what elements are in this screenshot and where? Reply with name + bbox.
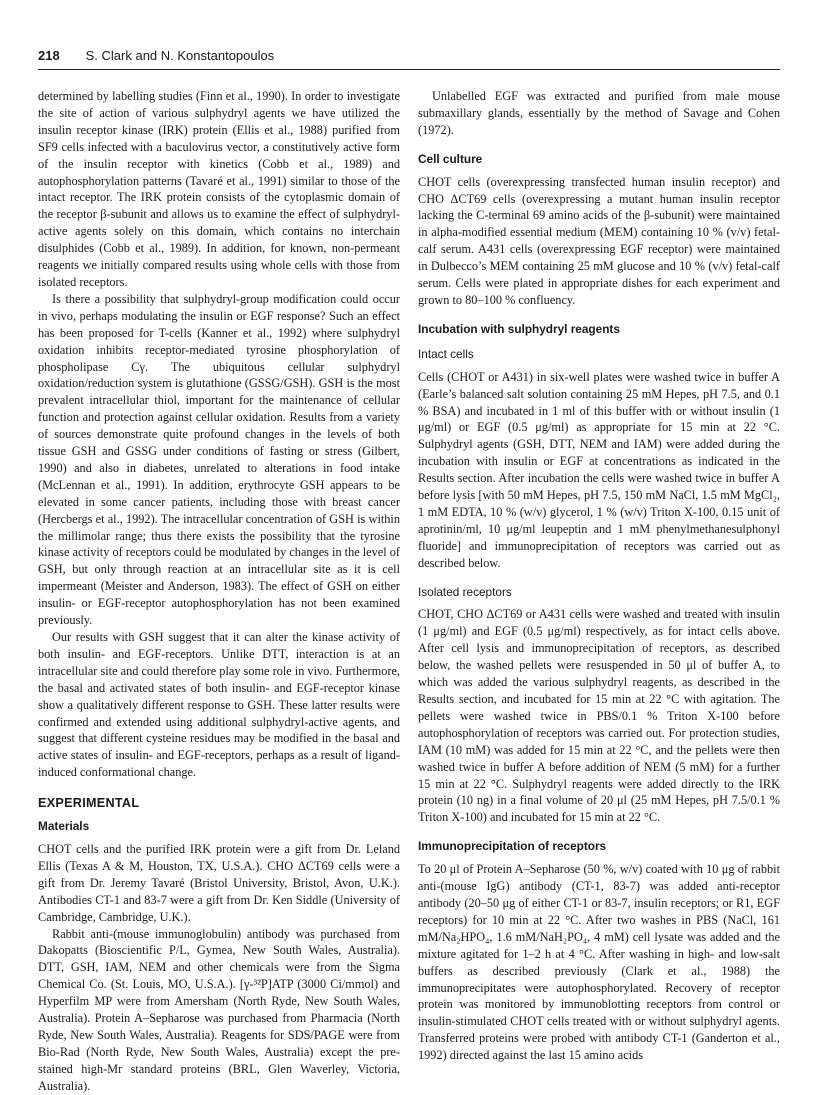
paragraph: Rabbit anti-(mouse immunoglobulin) antibody was purchased from Dakopatts (Bioscientific P/L, Gymea, New South Wales, Australia). DTT, GSH, IAM, NEM and other chemicals were from the Sigma Chemical Co. (St. Louis, MO, U.S.A.). [γ-³²P]ATP (3000 Ci/mmol) and Hyperfilm MP were from Amersham (North Ryde, New South Wales, Australia). Protein A–Sepharose was purchased from Pharmacia (North Ryde, New South Wales, Australia). Reagents for SDS/PAGE were from Bio-Rad (North Ryde, New South Wales, Australia) except the pre-stained high-Mr standard proteins (BRL, Glen Waverley, Victoria, Australia). [38, 926, 400, 1093]
paragraph: Unlabelled EGF was extracted and purified from male mouse submaxillary glands, essentially by the method of Savage and Cohen (1972). [418, 89, 780, 137]
page-number: 218 [38, 48, 60, 63]
subsubsection-heading-intact-cells: Intact cells [418, 346, 474, 361]
paragraph: Is there a possibility that sulphydryl-group modification could occur in vivo, perhaps modulating the insulin or EGF response? Such an effect has been proposed for T-cells (Kanner et al., 1992) where sulphydryl oxidation inhibits receptor-mediated tyrosine phosphorylation of phospholipase Cγ. The ubiquitous cellular sulphydryl oxidation/reduction system is glutathione (GSSG/GSH). GSH is the most prevalent intracellular thiol, important for the maintenance of cellular function and protection against cellular oxidation. Results from a variety of sources demonstrate quite profound changes in the levels of both tissue GSH and GSSG under conditions of fasting or stress (Gilbert, 1990) and also in diabetes, unrelated to alterations in food intake (McLennan et al., 1991). In addition, erythrocyte GSH appears to be elevated in some cancer patients, including those with breast cancer (Hercbergs et al., 1992). The intracellular concentration of GSH is within the millimolar range; thus there exists the possibility that the tyrosine kinase activity of receptors could be modulated by changes in the level of GSH, but only through reaction at an intracellular site as it is cell impermeant (Meister and Anderson, 1983). The effect of GSH on either insulin- or EGF-receptor autophosphorylation has not been examined previously. [38, 291, 400, 628]
subsubsection-heading-isolated-receptors: Isolated receptors [418, 584, 512, 599]
paragraph: Cells (CHOT or A431) in six-well plates were washed twice in buffer A (Earle’s balanced salt solution containing 25 mM Hepes, pH 7.5, and 0.1 % BSA) and incubated in 1 ml of this buffer with or without insulin (1 μg/ml) or EGF (0.5 μg/ml) as appropriate for 15 min at 22 °C. Sulphydryl agents (GSH, DTT, NEM and IAM) were added during the incubation with insulin or EGF at concentrations as indicated in the Results section. After incubation the cells were washed twice in buffer A before lysis [with 50 mM Hepes, pH 7.5, 150 mM NaCl, 1.5 mM MgCl₂, 1 mM EDTA, 10 % (w/v) glycerol, 1 % (w/v) Triton X-100, 0.15 unit of aprotinin/ml, 10 μg/ml leupeptin and 1 mM phenylmethanesulphonyl fluoride] and immunoprecipitation of receptors was carried out as described below. [418, 369, 780, 570]
header-rule [38, 69, 780, 70]
paragraph: CHOT cells (overexpressing transfected human insulin receptor) and CHO ΔCT69 cells (overexpressing a mutant human insulin receptor lacking the C-terminal 69 amino acids of the β-subunit) were maintained in alpha-modified essential medium (MEM) containing 10 % (v/v) fetal-calf serum. A431 cells (overexpressing EGF receptor) were maintained in Dulbecco’s MEM containing 25 mM glucose and 10 % (v/v) fetal-calf serum. Cells were plated in appropriate dishes for each experiment and grown to 80–100 % confluency. [418, 174, 780, 307]
paragraph: determined by labelling studies (Finn et al., 1990). In order to investigate the site of action of various sulphydryl agents we have utilized the insulin receptor kinase (IRK) protein (Ellis et al., 1988) purified from SF9 cells infected with a baculovirus vector, a constitutively active form of the insulin receptor with kinetics (Cobb et al., 1989) and autophosphorylation patterns (Tavaré et al., 1991) similar to those of the intact receptor. The IRK protein consists of the cytoplasmic domain of the receptor β-subunit and allows us to examine the effect of sulphydryl-active agents solely on this domain, which contains no interchain disulphides (Cobb et al., 1989). In addition, for known, non-permeant reagents we initially compared results using whole cells with those from isolated receptors. [38, 89, 400, 289]
subsection-heading-immunoprecipitation: Immunoprecipitation of receptors [418, 839, 607, 854]
paragraph: Our results with GSH suggest that it can alter the kinase activity of both insulin- and EGF-receptors. Unlike DTT, interaction is at an intracellular site and could therefore play some role in vivo. Furthermore, the basal and activated states of both insulin- and EGF-receptor kinase show a qualitatively different response to GSH. These latter results were confirmed and extended using additional sulphydryl-active agents, and suggest that different cysteine residues may be modified in the basal and active states of insulin- and EGF-receptors, perhaps as a result of ligand-induced conformational change. [38, 630, 400, 780]
subsection-heading-materials: Materials [38, 819, 90, 834]
subsection-heading-incubation: Incubation with sulphydryl reagents [418, 321, 620, 336]
running-title: S. Clark and N. Konstantopoulos [85, 48, 275, 63]
right-column [418, 88, 780, 1064]
subsection-heading-cell-culture: Cell culture [418, 151, 483, 166]
section-heading-experimental: EXPERIMENTAL [38, 796, 140, 811]
running-header [38, 48, 780, 63]
paragraph: CHOT cells and the purified IRK protein were a gift from Dr. Leland Ellis (Texas A & M, Houston, TX, U.S.A.). CHO ΔCT69 cells were a gift from Dr. Jeremy Tavaré (Bristol University, Bristol, Avon, U.K.). Antibodies CT-1 and 83-7 were a gift from Dr. Ken Siddle (University of Cambridge, Cambridge, U.K.). [38, 841, 400, 924]
paragraph: CHOT, CHO ΔCT69 or A431 cells were washed and treated with insulin (1 μg/ml) and EGF (0.5 μg/ml) respectively, as for intact cells above. After cell lysis and immunoprecipitation of receptors, as described below, the washed pellets were resuspended in 50 μl of buffer A, to which was added the various sulphydryl reagents, as described in the Results section, and incubated for 15 min at 22 °C with agitation. The pellets were washed twice in PBS/0.1 % Triton X-100 before autophosphorylation of receptors was carried out. For protection studies, IAM (10 mM) was added for 15 min at 22 °C, and the pellets were then washed twice in buffer A before addition of NEM (5 mM) for a further 15 min at 22 °C. Sulphydryl reagents were added directly to the IRK protein (10 ng) in a final volume of 20 μl (25 mM Hepes, pH 7.5/0.1 % Triton X-100) and incubated for 15 min at 22 °C. [418, 607, 780, 825]
paragraph: To 20 μl of Protein A–Sepharose (50 %, w/v) coated with 10 μg of rabbit anti-(mouse IgG) antibody (CT-1, 83-7) was added anti-receptor antibody (20–50 μg of either CT-1 or 83-7, insulin receptors; or R1, EGF receptors) for 10 min at 22 °C. After two washes in PBS (NaCl, 161 mM/Na₂HPO₄, 1.6 mM/NaH₂PO₄, 4 mM) cell lysate was added and the mixture agitated for 1–2 h at 4 °C. After washing in high- and low-salt buffers as described previously (Clark et al., 1988) the immunoprecipitates were autophosphorylated. Recovery of receptor protein was monitored by immunoblotting receptors from control or insulin-stimulated CHOT cells treated with or without sulphydryl agents. Transferred proteins were probed with antibody CT-1 (Ganderton et al., 1992) directed against the last 15 amino acids [418, 862, 780, 1063]
left-column [38, 88, 400, 1095]
